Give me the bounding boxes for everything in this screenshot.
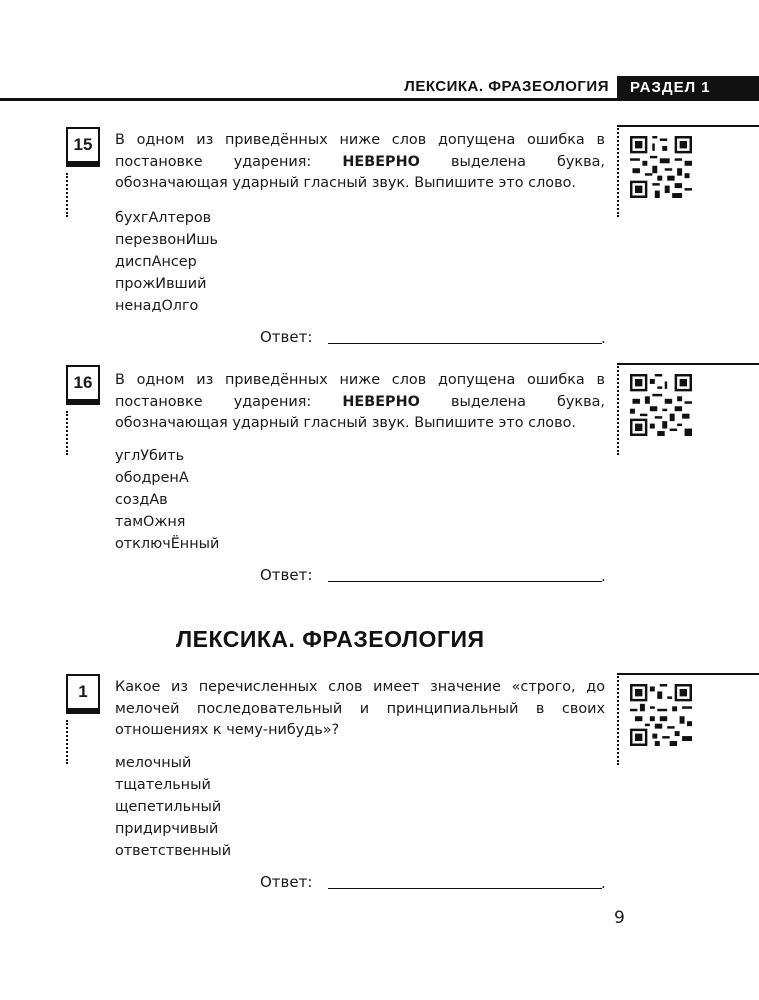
- task-number: 16: [66, 365, 100, 405]
- option-item: создАв: [115, 492, 168, 508]
- option-item: диспАнсер: [115, 254, 197, 270]
- option-item: тамОжня: [115, 514, 186, 530]
- answer-label: Ответ:: [260, 566, 313, 584]
- task-instruction: В одном из приведённых ниже слов допущена ошибка в постановке ударения: НЕВЕРНО выделена буква, обозначающая ударный гласный звук. Выпишите это слово.: [115, 372, 605, 431]
- running-header-title: ЛЕКСИКА. ФРАЗЕОЛОГИЯ: [404, 78, 609, 95]
- answer-field[interactable]: [328, 343, 602, 344]
- option-item: ненадОлго: [115, 298, 199, 314]
- qr-bracket: [617, 363, 759, 365]
- task-margin-tick: [66, 173, 68, 217]
- task-margin-tick: [66, 720, 68, 764]
- qr-bracket-side: [617, 673, 619, 765]
- qr-bracket-side: [617, 125, 619, 217]
- qr-bracket: [617, 673, 759, 675]
- section-label: РАЗДЕЛ 1: [617, 76, 759, 101]
- qr-bracket: [617, 125, 759, 127]
- header-rule: [0, 98, 759, 101]
- option-item: ободренА: [115, 470, 189, 486]
- option-item: бухгАлтеров: [115, 210, 212, 226]
- option-item: придирчивый: [115, 821, 219, 837]
- task-instruction: В одном из приведённых ниже слов допущена ошибка в постановке ударения: НЕВЕРНО выделена буква, обозначающая ударный гласный звук. Выпишите это слово.: [115, 132, 605, 191]
- answer-label: Ответ:: [260, 873, 313, 891]
- option-item: щепетильный: [115, 799, 222, 815]
- page-number: 9: [614, 908, 625, 928]
- answer-field[interactable]: [328, 581, 602, 582]
- qr-code-icon[interactable]: [630, 684, 692, 746]
- answer-options: [115, 752, 231, 862]
- answer-end-dot: .: [601, 874, 606, 892]
- option-item: углУбить: [115, 448, 185, 464]
- task-margin-tick: [66, 411, 68, 455]
- task-instruction: Какое из перечисленных слов имеет значение «строго, до мелочей последовательный и принципиальный в своих отношениях к чему-нибудь»?: [115, 679, 605, 738]
- task-number: 1: [66, 674, 100, 714]
- answer-end-dot: .: [601, 567, 606, 585]
- qr-code-icon[interactable]: [630, 374, 692, 436]
- answer-field[interactable]: [328, 888, 602, 889]
- section-title: ЛЕКСИКА. ФРАЗЕОЛОГИЯ: [176, 626, 485, 652]
- option-item: прожИвший: [115, 276, 207, 292]
- answer-options: [115, 207, 218, 317]
- option-item: перезвонИшь: [115, 232, 219, 248]
- option-item: мелочный: [115, 755, 192, 771]
- answer-options: [115, 445, 219, 555]
- answer-label: Ответ:: [260, 328, 313, 346]
- option-item: отключЁнный: [115, 536, 220, 552]
- qr-bracket-side: [617, 363, 619, 455]
- qr-code-icon[interactable]: [630, 136, 692, 198]
- answer-end-dot: .: [601, 329, 606, 347]
- option-item: тщательный: [115, 777, 211, 793]
- option-item: ответственный: [115, 843, 232, 859]
- task-number: 15: [66, 127, 100, 167]
